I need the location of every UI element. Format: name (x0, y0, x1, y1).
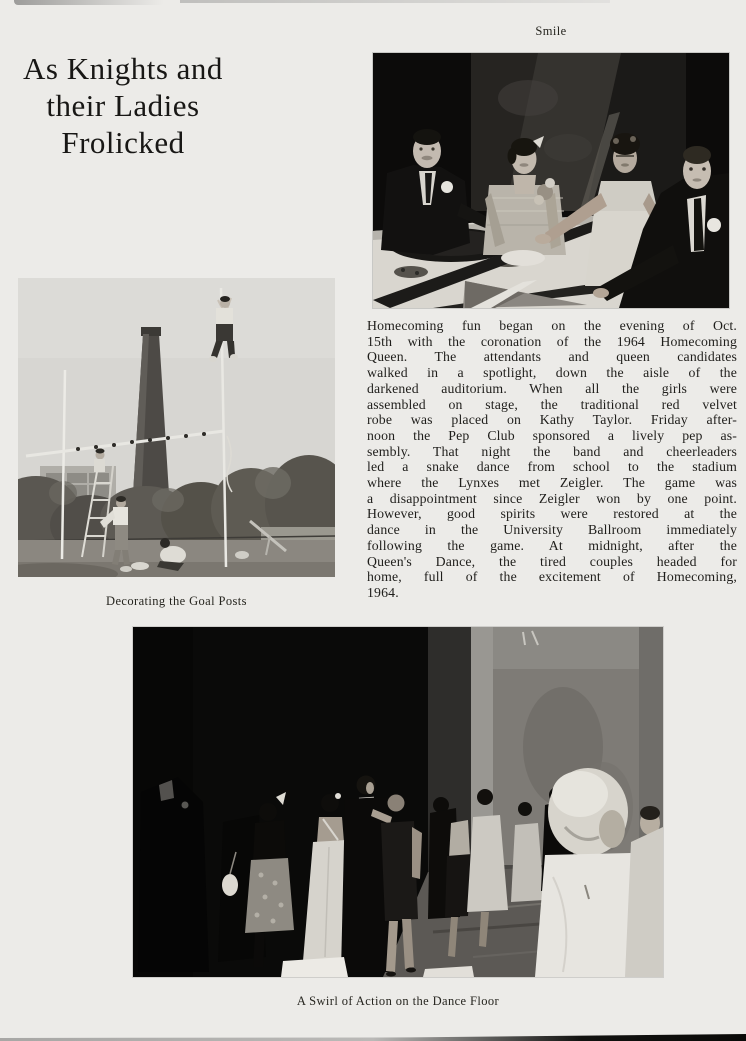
goal-posts-photo (18, 278, 335, 577)
page-title (4, 50, 242, 161)
photo-caption-goal-posts: Decorating the Goal Posts (106, 594, 247, 608)
body-line: Homecoming fun began on the evening of Oct. (367, 318, 737, 333)
title-line: As Knights and (23, 51, 223, 86)
body-line: robe was placed on Kathy Taylor. Friday after- (367, 412, 737, 428)
body-line: assembled on stage, the traditional red velvet (367, 396, 737, 412)
body-line: 15th with the coronation of the 1964 Homecoming (367, 333, 737, 349)
body-line: darkened auditorium. When all the girls were (367, 380, 737, 396)
photo-caption-dance-floor: A Swirl of Action on the Dance Floor (296, 994, 500, 1008)
body-line: sembly. That night the band and cheerleaders (367, 443, 737, 459)
photo-caption-smile: Smile (535, 24, 567, 38)
title-line: Frolicked (61, 125, 185, 160)
body-line: walked in a spotlight, down the aisle of the (367, 365, 737, 381)
body-line: Queen's Dance, the tired couples headed for (367, 553, 737, 569)
body-line: led a snake dance from school to the stadium (367, 459, 737, 475)
body-line: However, good spirits were restored at the (367, 506, 737, 522)
body-line: 1964. (367, 584, 399, 600)
body-line: dance in the University Ballroom immediately (367, 522, 737, 538)
body-line: home, full of the excitement of Homecoming, (367, 569, 737, 585)
banquet-photo (373, 53, 729, 308)
body-line: noon the Pep Club sponsored a lively pep as- (367, 427, 737, 443)
body-line: where the Lynxes met Zeigler. The game was (367, 475, 737, 491)
body-paragraph (367, 318, 737, 601)
body-line: a disappointment since Zeigler won by one point. (367, 490, 737, 506)
dance-floor-photo-illustration (133, 627, 663, 977)
scan-streak-top (180, 0, 610, 3)
banquet-photo-illustration (373, 53, 729, 308)
dance-floor-photo (133, 627, 663, 977)
body-line: following the game. At midnight, after the (367, 537, 737, 553)
scan-edge-bottom (0, 1033, 746, 1041)
goal-posts-photo-illustration (18, 278, 335, 577)
title-line: their Ladies (46, 88, 200, 123)
scan-smudge-top (14, 0, 164, 5)
body-line: Queen. The attendants and queen candidates (367, 349, 737, 365)
